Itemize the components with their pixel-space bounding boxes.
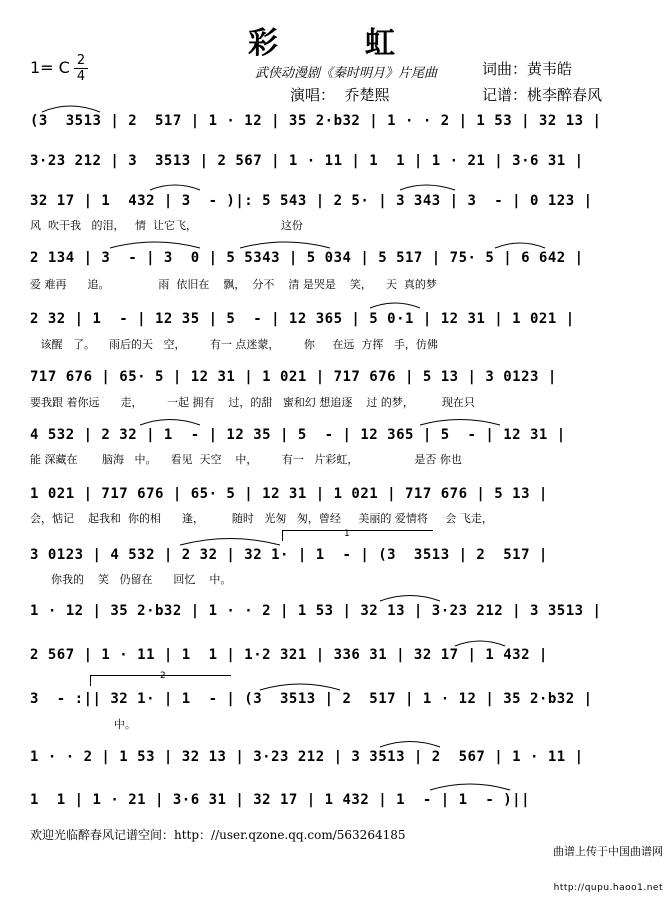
lyrics-line-4: 爱 难再 追。 雨 依旧在 飘， 分不 清 是哭是 笑， 天 真的梦	[30, 278, 437, 291]
lyrics-line-12: 中。	[30, 718, 136, 731]
score-line-5: 2 32 | 1 - | 12 35 | 5 - | 12 365 | 5 0·1 | 12 31 | 1 021 |	[30, 311, 575, 327]
score-line-13: 1 · · 2 | 1 53 | 32 13 | 3·23 212 | 3 3513 | 2 567 | 1 · 11 |	[30, 749, 584, 765]
score-line-12: 3 - :|| 32 1· | 1 - | (3 3513 | 2 517 | 1 · 12 | 35 2·b32 |	[30, 691, 593, 707]
slur	[420, 420, 500, 426]
slur	[370, 303, 420, 308]
slur	[180, 539, 280, 546]
watermark-line-1: 曲谱上传于中国曲谱网	[553, 845, 663, 858]
score-line-9: 3 0123 | 4 532 | 2 32 | 32 1· | 1 - | (3 3513 | 2 517 |	[30, 547, 548, 563]
footer-watermark	[553, 822, 663, 906]
slur	[260, 684, 340, 690]
footer-visit-note: 欢迎光临醉春风记谱空间：http：//user.qzone.qq.com/563264185	[30, 828, 406, 842]
slur	[240, 242, 330, 248]
volta-number-2: 2	[160, 671, 166, 681]
score-line-10: 1 · 12 | 35 2·b32 | 1 · · 2 | 1 53 | 32 13 | 3·23 212 | 3 3513 |	[30, 603, 602, 619]
singer-credit: 演唱： 乔楚熙	[290, 86, 390, 104]
score-line-8: 1 021 | 717 676 | 65· 5 | 12 31 | 1 021 | 717 676 | 5 13 |	[30, 486, 548, 502]
slur	[110, 242, 200, 248]
slur	[400, 185, 455, 190]
volta-number-1: 1	[344, 529, 350, 539]
key-signature: 1= C	[30, 58, 70, 77]
slur	[455, 641, 505, 646]
subtitle: 武侠动漫剧《秦时明月》片尾曲	[255, 66, 438, 81]
meter-bottom: 4	[76, 69, 86, 84]
slur	[150, 185, 200, 190]
transcriber-credit: 记谱：桃李醉春风	[482, 86, 603, 104]
composer-credit: 词曲：黄韦皓	[482, 60, 573, 78]
lyrics-line-5: 该醒 了。 雨后的天 空， 有一 点迷蒙， 你 在远 方挥 手，仿佛	[30, 338, 438, 351]
slur	[380, 742, 440, 748]
slur	[495, 243, 545, 248]
slur	[140, 420, 200, 426]
slur	[430, 784, 510, 790]
score-line-6: 717 676 | 65· 5 | 12 31 | 1 021 | 717 676 | 5 13 | 3 0123 |	[30, 369, 557, 385]
score-line-4: 2 134 | 3 - | 3 0 | 5 5343 | 5 034 | 5 517 | 75· 5 | 6 642 |	[30, 250, 584, 266]
score-line-14: 1 1 | 1 · 21 | 3·6 31 | 32 17 | 1 432 | 1 - | 1 - )||	[30, 792, 531, 808]
score-line-2: 3·23 212 | 3 3513 | 2 567 | 1 · 11 | 1 1 | 1 · 21 | 3·6 31 |	[30, 153, 584, 169]
lyrics-line-8: 会，惦记 起我和 你的相 逢， 随时 光匆 匆，曾经 美丽的 爱情将 会 飞走，	[30, 512, 493, 525]
score-line-11: 2 567 | 1 · 11 | 1 1 | 1·2 321 | 336 31 | 32 17 | 1 432 |	[30, 647, 548, 663]
slur	[42, 106, 100, 112]
lyrics-line-3: 风 吹干我 的泪， 情 让它飞， 这份	[30, 219, 303, 232]
song-title: 彩 虹	[248, 26, 417, 61]
lyrics-line-6: 要我跟 着你远 走， 一起 拥有 过，的甜 蜜和幻 想追逐 过 的梦， 现在只	[30, 396, 475, 409]
lyrics-line-7: 能 深藏在 脑海 中。 看见 天空 中， 有一 片彩虹， 是否 你也	[30, 453, 462, 466]
lyrics-line-9: 你我的 笑 仍留在 回忆 中。	[30, 573, 232, 586]
score-line-3: 32 17 | 1 432 | 3 - )|: 5 543 | 2 5· | 3 343 | 3 - | 0 123 |	[30, 193, 593, 209]
meter-top: 2	[76, 53, 86, 68]
slur	[380, 596, 440, 602]
score-line-1: (3 3513 | 2 517 | 1 · 12 | 35 2·b32 | 1 · · 2 | 1 53 | 32 13 |	[30, 113, 602, 129]
score-line-7: 4 532 | 2 32 | 1 - | 12 35 | 5 - | 12 365 | 5 - | 12 31 |	[30, 427, 566, 443]
watermark-line-2: http://qupu.haoo1.net	[553, 883, 663, 893]
